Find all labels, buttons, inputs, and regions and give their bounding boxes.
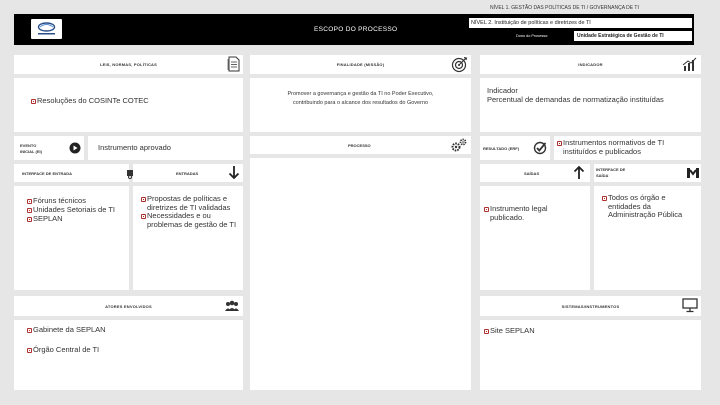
output-interface-title: INTERFACE DE	[596, 167, 626, 172]
users-group-icon	[224, 299, 240, 313]
indicator-card	[480, 78, 701, 132]
owner-box	[574, 31, 692, 41]
owner-value: Unidade Estratégica de Gestão de TI	[577, 33, 664, 39]
purpose-header	[250, 55, 471, 74]
laws-header	[14, 55, 243, 74]
indicator-header	[480, 55, 701, 74]
event-label: INICIAL (EI)	[20, 149, 42, 154]
bullet-icon	[27, 199, 32, 204]
process-card	[250, 158, 471, 390]
arrow-up-icon	[573, 165, 585, 180]
monitor-icon	[682, 298, 698, 313]
bullet-icon	[484, 207, 489, 212]
stakeholders-title: ATORES ENVOLVIDOS	[105, 303, 152, 309]
result-value-box	[554, 136, 701, 160]
level2-text: NÍVEL 2. Instituição de políticas e diretrizes de TI	[471, 20, 591, 26]
play-icon	[69, 142, 81, 154]
output-interface-header	[594, 164, 701, 182]
logo-icon	[31, 19, 62, 39]
bullet-icon	[31, 99, 36, 104]
output-interface-item-cont: entidades da	[608, 201, 651, 211]
indicator-text: Percentual de demandas de normatização instituídas	[487, 94, 664, 104]
bullet-icon	[27, 208, 32, 213]
event-label-box	[14, 136, 84, 160]
systems-card	[480, 320, 701, 390]
stakeholder-item: Gabinete da SEPLAN	[27, 325, 106, 334]
bullet-icon	[27, 328, 32, 333]
inputs-card	[133, 186, 243, 290]
outputs-title: SAÍDAS	[524, 171, 540, 176]
organization-chart-icon	[686, 167, 700, 179]
input-item: Necessidades e ou	[141, 212, 236, 221]
systems-title: SISTEMAS/INSTRUMENTOS	[561, 303, 620, 309]
bullet-icon	[141, 214, 146, 219]
bullet-icon	[27, 348, 32, 353]
process-title: PROCESSO	[348, 143, 371, 148]
output-interface-card	[594, 186, 701, 290]
input-interface-item: SEPLAN	[27, 214, 115, 223]
event-value-box	[88, 136, 243, 160]
laws-card	[14, 78, 243, 132]
purpose-card	[250, 78, 471, 132]
outputs-card	[480, 186, 590, 290]
stakeholder-item: Órgão Central de TI	[27, 345, 106, 354]
output-interface-title: SAÍDA	[596, 172, 609, 178]
outputs-header	[480, 164, 590, 182]
purpose-title: FINALIDADE (MISSÃO)	[336, 62, 385, 67]
stakeholders-header	[14, 296, 243, 316]
owner-label: Dono do Processo:	[516, 34, 549, 38]
output-interface-item: Todos os órgão e	[602, 194, 682, 203]
bar-chart-icon	[682, 56, 698, 72]
output-item-cont: publicado.	[490, 213, 525, 222]
target-icon	[451, 56, 468, 73]
scope-banner	[14, 14, 694, 45]
breadcrumb: NÍVEL 1. GESTÃO DAS POLÍTICAS DE TI / GOVERNANÇA DE TI	[490, 5, 639, 11]
inputs-header	[133, 164, 243, 182]
bullet-icon	[602, 196, 607, 201]
inputs-title: ENTRADAS	[176, 171, 199, 176]
bullet-icon	[484, 329, 489, 334]
purpose-line: contribuindo para o alcance dos resultados do Governo	[292, 100, 429, 106]
event-label: EVENTO	[20, 143, 37, 148]
bullet-icon	[27, 217, 32, 222]
process-header	[250, 136, 471, 154]
systems-header	[480, 296, 701, 316]
input-item-cont: diretrizes de TI validadas	[147, 202, 231, 212]
input-interface-item: Unidades Setoriais de TI	[27, 205, 115, 214]
result-label: RESULTADO (ERF)	[483, 146, 520, 151]
laws-title: LEIS, NORMAS, POLÍTICAS	[99, 62, 158, 67]
event-value: Instrumento aprovado	[98, 143, 171, 152]
purpose-line: Promover a governança e gestão da TI no Poder Executivo,	[287, 91, 434, 97]
input-item-cont: problemas de gestão de TI	[147, 220, 237, 230]
bullet-icon	[141, 197, 146, 202]
check-circle-icon	[533, 141, 547, 155]
organization-logo	[31, 19, 62, 39]
output-interface-item-cont: Administração Pública	[608, 210, 683, 219]
indicator-title: INDICADOR	[578, 62, 603, 67]
input-interface-item: Fóruns técnicos	[27, 196, 115, 205]
scope-title: ESCOPO DO PROCESSO	[314, 26, 398, 33]
output-item: Instrumento legal	[484, 204, 548, 213]
system-item: Site SEPLAN	[484, 326, 535, 335]
result-line: Instrumentos normativos de TI	[557, 139, 664, 148]
arrow-down-icon	[228, 165, 240, 180]
input-interface-card	[14, 186, 129, 290]
stakeholders-card	[14, 320, 243, 390]
input-interface-title: INTERFACE DE ENTRADA	[22, 171, 73, 176]
document-icon	[227, 56, 240, 72]
bullet-icon	[557, 141, 562, 146]
result-line: instituídos e publicados	[563, 146, 641, 156]
indicator-label: Indicador	[487, 86, 518, 95]
input-item: Propostas de políticas e	[141, 195, 236, 204]
law-item: Resoluções do COSINTe COTEC	[31, 96, 149, 105]
gears-icon	[450, 137, 468, 153]
input-interface-header	[14, 164, 129, 182]
level2-box	[469, 18, 692, 28]
result-label-box	[480, 136, 550, 160]
